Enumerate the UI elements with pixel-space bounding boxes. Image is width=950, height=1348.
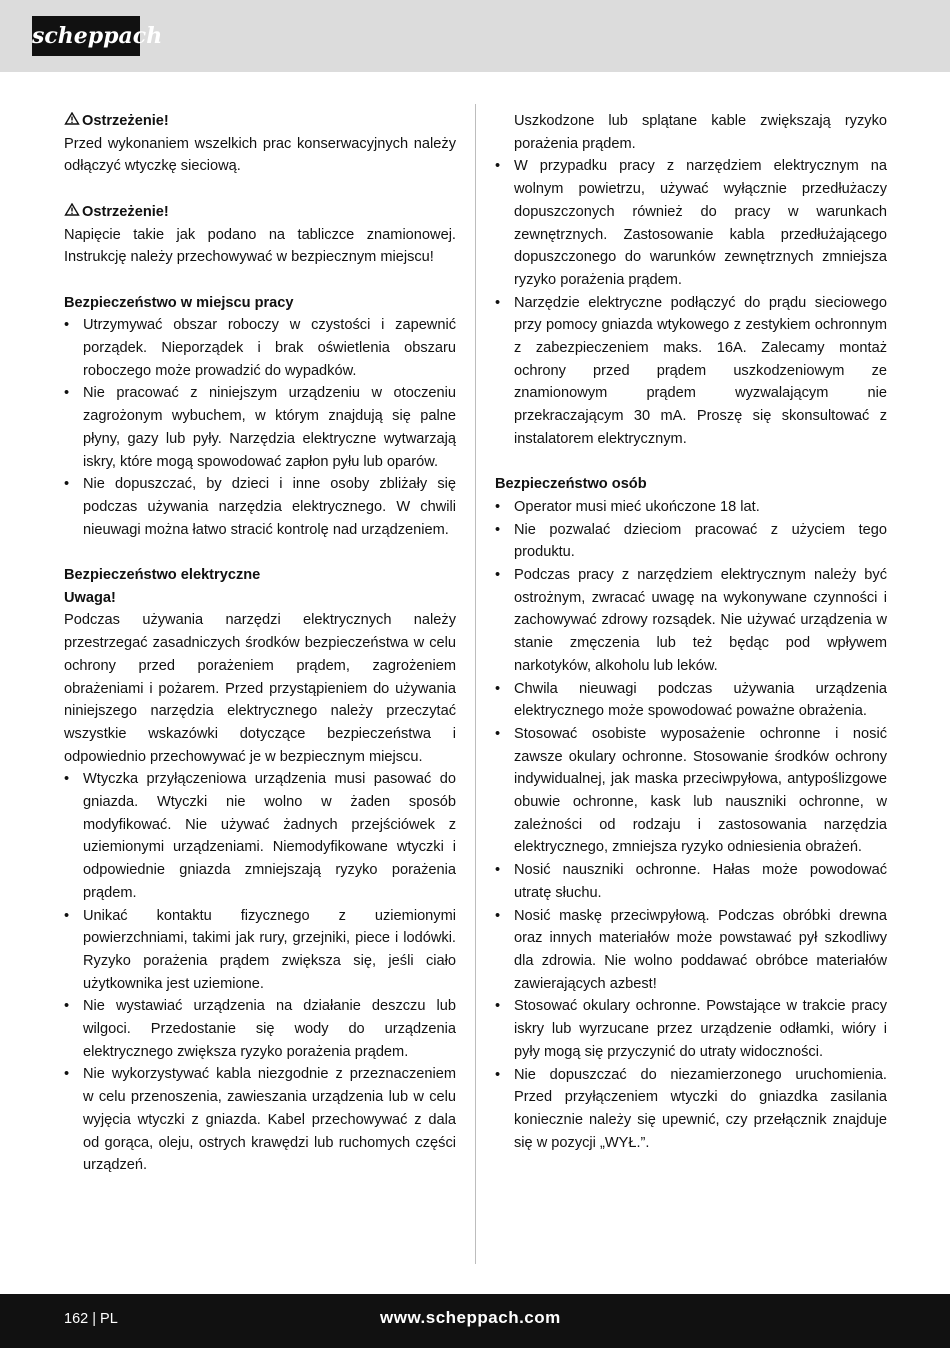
list-item: • Nie pozwalać dzieciom pracować z użyciem tego produktu.: [495, 519, 887, 564]
list-item: • Nosić maskę przeciwpyłową. Podczas obróbki drewna oraz innych materiałów może powstawać pył szkodliwy dla zdrowia. Nie wolno poddawać obróbce materiałów zawierających azbest!: [495, 905, 887, 996]
list-item: • W przypadku pracy z narzędziem elektrycznym na wolnym powietrzu, używać wyłącznie przedłużaczy dopuszczonych również do pracy w warunkach zewnętrznych. Zastosowanie kabla przedłużającego dopuszczonego do warunków zewnętrznych zmniejsza ryzyko porażenia prądem.: [495, 155, 887, 291]
electrical-safety-heading: Bezpieczeństwo elektryczne: [64, 567, 261, 584]
left-column: [64, 110, 456, 1177]
warning-text-2: Napięcie takie jak podano na tabliczce znamionowej. Instrukcję należy przechowywać w bezpiecznym miejscu!: [64, 226, 456, 266]
list-item: • Wtyczka przyłączeniowa urządzenia musi pasować do gniazda. Wtyczki nie wolno w żaden sposób modyfikować. Nie używać żadnych przejściówek z uziemionymi urządzeniami. Niemodyfikowane wtyczki i odpowiednie gniazda zmniejszają ryzyko porażenia prądem.: [64, 768, 456, 904]
page-indicator: 162 | PL: [64, 1311, 118, 1327]
continued-text: Uszkodzone lub splątane kable zwiększają ryzyko porażenia prądem.: [514, 113, 887, 152]
list-item: • Nie dopuszczać do niezamierzonego uruchomienia. Przed przyłączeniem wtyczki do gniazdka zasilania koniecznie należy się upewnić, czy przełącznik znajduje się w pozycji „WYŁ.”.: [495, 1064, 887, 1155]
list-item: • Nie dopuszczać, by dzieci i inne osoby zbliżały się podczas używania narzędzia elektrycznego. W chwili nieuwagi można łatwo stracić kontrolę nad urządzeniem.: [64, 473, 456, 541]
list-item: • Nosić nauszniki ochronne. Hałas może powodować utratę słuchu.: [495, 859, 887, 904]
attention-label: Uwaga!: [64, 589, 116, 606]
electrical-safety-list: [64, 768, 456, 1177]
list-item: • Podczas pracy z narzędziem elektrycznym należy być ostrożnym, zwracać uwagę na wykonywane czynności i zachowywać zdrowy rozsądek. Nie używać urządzenia w stanie zmęczenia lub też będąc pod wpływem narkotyków, alkoholu lub leków.: [495, 564, 887, 678]
electrical-intro-text: Podczas używania narzędzi elektrycznych należy przestrzegać zasadniczych środków bezpieczeństwa w celu ochrony przed porażeniem prądem, zagrożeniem obrażeniami i pożarem. Przed przystąpieniem do używania niniejszego narzędzia elektrycznego należy przeczytać wszystkie wskazówki dotyczące bezpieczeństwa i odpowiednio przechowywać je w bezpiecznym miejscu.: [64, 612, 456, 765]
header-band: [0, 0, 950, 72]
personal-safety-list: [495, 496, 887, 1154]
warning-heading-1: [64, 110, 456, 133]
list-item: • Nie wystawiać urządzenia na działanie deszczu lub wilgoci. Przedostanie się wody do urządzenia elektrycznego zwiększa ryzyko porażenia prądem.: [64, 995, 456, 1063]
column-divider: [475, 104, 476, 1264]
warning-title-2: Ostrzeżenie!: [82, 203, 169, 220]
workplace-safety-list: [64, 314, 456, 541]
list-item: • Nie pracować z niniejszym urządzeniu w otoczeniu zagrożonym wybuchem, w którym znajdują się palne płyny, gazy lub pyły. Narzędzia elektryczne wytwarzają iskry, które mogą spowodować zapłon pyłu lub oparów.: [64, 382, 456, 473]
electrical-safety-list-continued: [495, 155, 887, 450]
list-item: • Chwila nieuwagi podczas używania urządzenia elektrycznego może spowodować poważne obrażenia.: [495, 678, 887, 723]
warning-triangle-icon: [64, 112, 80, 125]
footer-bar: [0, 1294, 950, 1348]
list-item: • Operator musi mieć ukończone 18 lat.: [495, 496, 887, 519]
list-item: • Narzędzie elektryczne podłączyć do prądu sieciowego przy pomocy gniazda wtykowego z zestykiem ochronnym z zabezpieczeniem maks. 16A. Zalecamy montaż ochrony przed prądem uszkodzeniowym ze znamionowym prądem wyzwalającym nie przekraczającym 30 mA. Proszę się skonsultować z instalatorem elektrycznym.: [495, 292, 887, 451]
workplace-safety-heading: Bezpieczeństwo w miejscu pracy: [64, 294, 294, 311]
list-item: • Stosować osobiste wyposażenie ochronne i nosić zawsze okulary ochronne. Stosowanie środków ochrony indywidualnej, jak maska przeciwpyłowa, antypoślizgowe obuwie ochronne, kask lub nauszniki ochronne, w zależności od rodzaju i zastosowania narzędzia elektrycznego, zmniejsza ryzyko odniesienia obrażeń.: [495, 723, 887, 859]
page-number: 162: [64, 1311, 89, 1327]
list-item: • Unikać kontaktu fizycznego z uziemionymi powierzchniami, takimi jak rury, grzejniki, piece i lodówki. Ryzyko porażenia prądem zwiększa się, jeśli ciało użytkownika jest uziemione.: [64, 905, 456, 996]
right-column: [495, 110, 887, 1154]
list-item: • Stosować okulary ochronne. Powstające w trakcie pracy iskry lub wyrzucane przez urządzenie odłamki, wióry i pyły mogą się przyczynić do utraty widoczności.: [495, 995, 887, 1063]
personal-safety-heading: Bezpieczeństwo osób: [495, 476, 647, 493]
warning-heading-2: [64, 201, 456, 224]
website-url: www.scheppach.com: [380, 1308, 561, 1327]
brand-logo: scheppach: [32, 16, 140, 56]
warning-triangle-icon: [64, 203, 80, 216]
list-item: • Nie wykorzystywać kabla niezgodnie z przeznaczeniem w celu przenoszenia, zawieszania urządzenia lub w celu wyjęcia wtyczki z gniazda. Kabel przechowywać z dala od gorąca, oleju, ostrych krawędzi lub ruchomych części urządzeń.: [64, 1063, 456, 1177]
warning-text-1: Przed wykonaniem wszelkich prac konserwacyjnych należy odłączyć wtyczkę sieciową.: [64, 135, 456, 175]
language-code: PL: [100, 1311, 118, 1327]
warning-title-1: Ostrzeżenie!: [82, 113, 169, 129]
list-item: • Utrzymywać obszar roboczy w czystości i zapewnić porządek. Nieporządek i brak oświetlenia obszaru roboczego może prowadzić do wypadków.: [64, 314, 456, 382]
